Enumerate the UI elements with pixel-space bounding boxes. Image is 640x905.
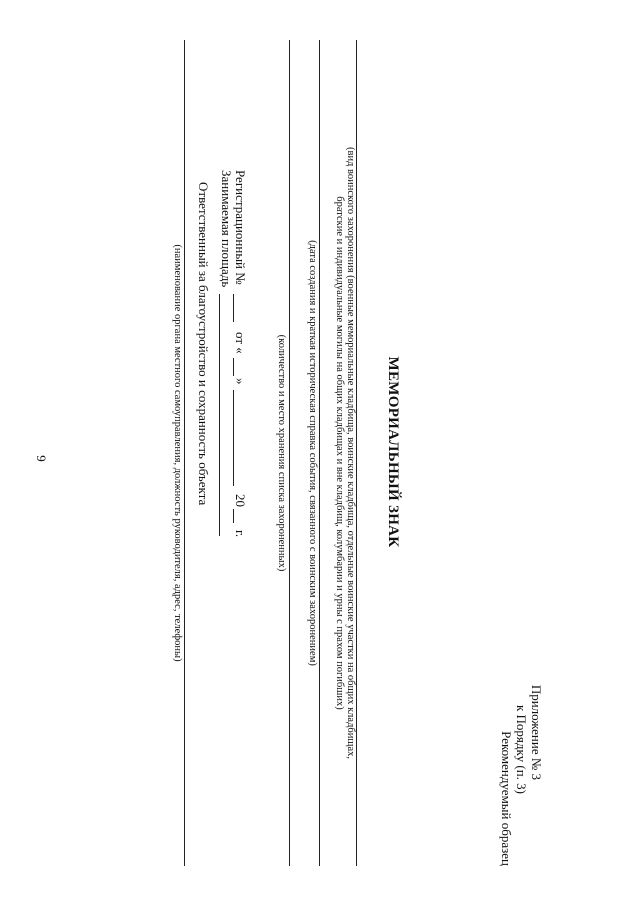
- year-prefix: 20: [233, 494, 248, 507]
- page-number: 9: [33, 455, 49, 462]
- appendix-line-1: Приложение № 3: [529, 684, 544, 780]
- registration-number-blank: [233, 294, 246, 322]
- appendix-line-2: к Порядку (п. 3): [514, 704, 529, 794]
- history-caption: (дата создания и краткая историческая справка события, связанного с воинским захоронением): [307, 240, 318, 666]
- date-from-label: от «: [233, 332, 248, 354]
- memorial-sign-form: [167, 32, 547, 872]
- history-line: [319, 40, 320, 866]
- burial-type-caption-2: братские и индивидуальные могилы на общих кладбищах и вне кладбищ, колумбарии и урны с прахом погибших): [334, 196, 345, 710]
- count-caption: (количество и место хранения списка захороненных): [276, 334, 287, 572]
- appendix-line-3: Рекомендуемый образец: [499, 731, 514, 866]
- area-label: Занимаемая площадь: [219, 170, 234, 288]
- year-suffix: г.: [233, 530, 248, 538]
- date-day-blank: [233, 358, 246, 376]
- organ-caption: (наименование органа местного самоуправления, должность руководителя, адрес, телефоны): [172, 244, 183, 662]
- registration-label: Регистрационный №: [233, 170, 248, 285]
- burial-type-line: [356, 40, 357, 866]
- form-title: МЕМОРИАЛЬНЫЙ ЗНАК: [385, 356, 401, 548]
- year-blank: [233, 509, 246, 523]
- burial-type-caption-1: (вид воинского захоронения (военные мемориальные кладбища, воинские кладбища, отдельные воинские участки на общих кладбищах,: [345, 146, 356, 760]
- responsible-label: Ответственный за благоустройство и сохранность объекта: [196, 182, 211, 506]
- area-blank: [219, 294, 232, 536]
- count-line: [289, 40, 290, 866]
- date-close-quote: »: [233, 378, 248, 385]
- organ-line: [184, 40, 185, 866]
- date-month-blank: [233, 390, 246, 486]
